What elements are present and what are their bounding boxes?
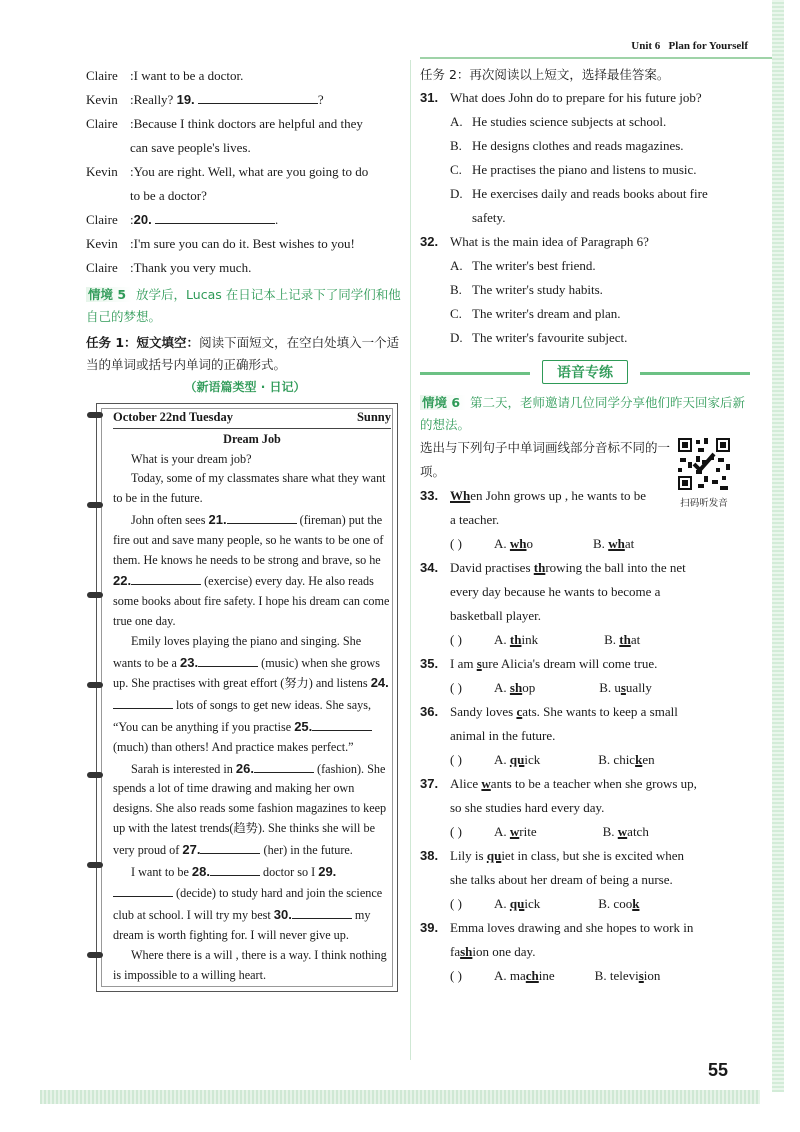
banner-bar-left: [420, 372, 530, 375]
answer-blank-20[interactable]: [155, 209, 275, 224]
choose-instruction: 选出与下列句子中单词画线部分音标不同的一项。: [420, 440, 671, 479]
dialogue-line: Claire :Because I think doctors are helpful and they: [86, 116, 363, 131]
answer-row: ( ) A. shop B. usually: [420, 676, 750, 700]
option-a[interactable]: machine: [509, 968, 555, 983]
answer-blank-19[interactable]: [198, 89, 318, 104]
binder-ring: [87, 412, 103, 418]
dialogue-cont: can save people's lives.: [130, 140, 251, 155]
option-b[interactable]: watch: [617, 824, 649, 839]
task-label: 任务 1：短文填空：: [86, 335, 200, 350]
situation-tag: 情境 5: [86, 287, 132, 302]
answer-blank-21[interactable]: [227, 509, 297, 524]
banner-bar-right: [640, 372, 750, 375]
option-b[interactable]: that: [619, 632, 641, 647]
option-a[interactable]: A. The writer's best friend.: [450, 258, 596, 273]
question-35: 35. I am sure Alicia's dream will come true. ( ) A. shop B. usually: [420, 652, 750, 700]
diary-box: [96, 403, 398, 992]
question-36: 36. Sandy loves cats. She wants to keep a small animal in the future. ( ) A. quick B. chicken: [420, 700, 750, 772]
task-2: 任务 2：再次阅读以上短文，选择最佳答案。: [420, 67, 670, 82]
question-34: 34. David practises throwing the ball into the net every day because he wants to become a basketball player. ( ) A. think B. that: [420, 556, 750, 652]
diary-paragraph: Emily loves playing the piano and singing. She wants to be a 23. (music) when she grows up. She practises with great effort (努力) and listens 24. lots of songs to get new ideas. She says, “You can be anything if you practise 25. (much) than others! And practice makes perfect.”: [113, 633, 389, 754]
option-c[interactable]: C. He practises the piano and listens to music.: [450, 162, 697, 177]
option-a[interactable]: write: [509, 824, 537, 839]
answer-paren[interactable]: ( ): [450, 632, 462, 647]
dialogue-cont: to be a doctor?: [130, 188, 207, 203]
question-38: 38. Lily is quiet in class, but she is excited when she talks about her dream of being a nurse. ( ) A. quick B. cook: [420, 844, 750, 916]
diary-paragraph: Today, some of my classmates share what they want to be in the future.: [113, 471, 386, 506]
answer-blank-25[interactable]: [312, 716, 372, 731]
option-d[interactable]: D. The writer's favourite subject.: [450, 330, 628, 345]
phonics-section: [420, 436, 750, 509]
diary-title: Dream Job: [223, 431, 281, 446]
answer-row: ( ) A. machine B. television: [420, 964, 750, 988]
diary-paragraph: What is your dream job?: [131, 451, 252, 466]
dialogue-line: Claire :Thank you very much.: [86, 260, 252, 275]
diary-paragraph: Where there is a will , there is a way. I think nothing is impossible to a willing heart.: [113, 947, 387, 982]
diary-paragraph: Sarah is interested in 26. (fashion). She spends a lot of time drawing and making her own designs. She also reads some fashion magazines to keep up with the latest trends(趋势). She thinks she will be very proud of 27. (her) in the future.: [113, 758, 391, 861]
task-text: 阅读下面短文，在空白处填入一个适当的单词或括号内单词的正确形式。: [86, 335, 400, 372]
dialogue-line: Kevin :I'm sure you can do it. Best wishes to you!: [86, 236, 355, 251]
option-c[interactable]: C. The writer's dream and plan.: [450, 306, 621, 321]
answer-paren[interactable]: ( ): [450, 824, 462, 839]
answer-paren[interactable]: ( ): [450, 536, 462, 551]
option-a[interactable]: think: [509, 632, 539, 647]
option-b[interactable]: cook: [613, 896, 640, 911]
passage-type: （新语篇类型 · 日记）: [184, 380, 306, 394]
diary-paragraph: I want to be 28. doctor so I 29. (decide) to study hard and join the science club at school. I will try my best 30. my dream is worth fighting for. I will never give up.: [113, 861, 391, 946]
page-number: 55: [707, 1060, 728, 1080]
dialogue-line: Claire :20. .: [86, 208, 404, 232]
answer-paren[interactable]: ( ): [450, 896, 462, 911]
question-33: 33. When John grows up , he wants to be a teacher. ( ) A. who B. what: [420, 484, 750, 556]
answer-paren[interactable]: ( ): [450, 968, 462, 983]
question-39: 39. Emma loves drawing and she hopes to work in fashion one day. ( ) A. machine B. television: [420, 916, 750, 988]
dialogue: [86, 64, 404, 280]
option-d-cont: safety.: [472, 210, 506, 225]
question-32: 32. What is the main idea of Paragraph 6? A. The writer's best friend. B. The writer's study habits. C. The writer's dream and plan. D. The writer's favourite subject.: [420, 230, 750, 350]
answer-blank-23[interactable]: [198, 652, 258, 667]
answer-blank-24[interactable]: [113, 694, 173, 709]
phonics-banner: [420, 360, 750, 386]
option-a[interactable]: quick: [509, 752, 541, 767]
answer-row: ( ) A. quick B. cook: [420, 892, 750, 916]
answer-blank-29[interactable]: [113, 882, 173, 897]
task-1: [86, 332, 404, 376]
option-b[interactable]: what: [608, 536, 635, 551]
answer-paren[interactable]: ( ): [450, 680, 462, 695]
situation-tag: 情境 6: [420, 395, 466, 410]
answer-blank-26[interactable]: [254, 758, 314, 773]
binder-ring: [87, 772, 103, 778]
binder-ring: [87, 682, 103, 688]
option-a[interactable]: quick: [509, 896, 541, 911]
bottom-decorative-strip: [40, 1090, 760, 1104]
dialogue-line: Kevin :You are right. Well, what are you going to do: [86, 164, 369, 179]
option-a[interactable]: shop: [509, 680, 536, 695]
binder-ring: [87, 862, 103, 868]
diary-date: October 22nd Tuesday: [113, 410, 233, 424]
diary-paragraph: John often sees 21. (fireman) put the fire out and save many people, so he wants to be one of them. He knows he needs to be strong and brave, so he 22. (exercise) every day. He also reads some books about fire safety. I hope his dream can come true one day.: [113, 509, 391, 632]
situation-6: [420, 392, 750, 436]
answer-blank-28[interactable]: [210, 861, 260, 876]
option-b[interactable]: chicken: [613, 752, 655, 767]
unit-header: [631, 40, 748, 52]
situation-5: [86, 284, 404, 328]
answer-row: ( ) A. who B. what: [420, 532, 750, 556]
unit-label: Unit 6: [631, 40, 661, 52]
option-b[interactable]: B. The writer's study habits.: [450, 282, 603, 297]
dialogue-line: Claire :I want to be a doctor.: [86, 68, 244, 83]
header-rule: [420, 57, 772, 59]
binder-ring: [87, 952, 103, 958]
binder-ring: [87, 502, 103, 508]
phonics-questions: [420, 484, 750, 988]
situation-text: 放学后，Lucas 在日记本上记录下了同学们和他自己的梦想。: [86, 287, 401, 324]
situation-text: 第二天，老师邀请几位同学分享他们昨天回家后新的想法。: [420, 395, 746, 432]
question-37: 37. Alice wants to be a teacher when she grows up, so she studies hard every day. ( ) A. write B. watch: [420, 772, 750, 844]
option-a[interactable]: who: [509, 536, 534, 551]
right-decorative-strip: [772, 0, 784, 1092]
answer-row: ( ) A. think B. that: [420, 628, 750, 652]
option-a[interactable]: A. He studies science subjects at school.: [450, 114, 667, 129]
answer-blank-27[interactable]: [200, 839, 260, 854]
left-column: [86, 64, 404, 992]
answer-blank-30[interactable]: [292, 904, 352, 919]
option-b[interactable]: B. He designs clothes and reads magazines.: [450, 138, 684, 153]
answer-blank-22[interactable]: [131, 570, 201, 585]
diary-header: [113, 408, 391, 429]
dialogue-line: Kevin :Really? 19. ?: [86, 88, 404, 112]
column-divider: [410, 60, 411, 1060]
answer-row: ( ) A. write B. watch: [420, 820, 750, 844]
diary-weather: Sunny: [356, 410, 391, 424]
qr-code-icon: [676, 436, 732, 492]
right-column: [420, 64, 750, 988]
unit-title: Plan for Yourself: [668, 40, 748, 52]
question-31: 31. What does John do to prepare for his future job? A. He studies science subjects at school. B. He designs clothes and reads magazines. C. He practises the piano and listens to music. D. He exercises daily and reads books about fire safety.: [420, 86, 750, 230]
qr-code[interactable]: [676, 436, 732, 509]
binder-ring: [87, 592, 103, 598]
option-d[interactable]: D. He exercises daily and reads books about fire: [450, 186, 708, 201]
qr-caption: 扫码听发音: [680, 498, 728, 509]
answer-row: ( ) A. quick B. chicken: [420, 748, 750, 772]
banner-label: 语音专练: [542, 360, 628, 384]
option-b[interactable]: television: [609, 968, 661, 983]
answer-paren[interactable]: ( ): [450, 752, 462, 767]
option-b[interactable]: usually: [614, 680, 652, 695]
